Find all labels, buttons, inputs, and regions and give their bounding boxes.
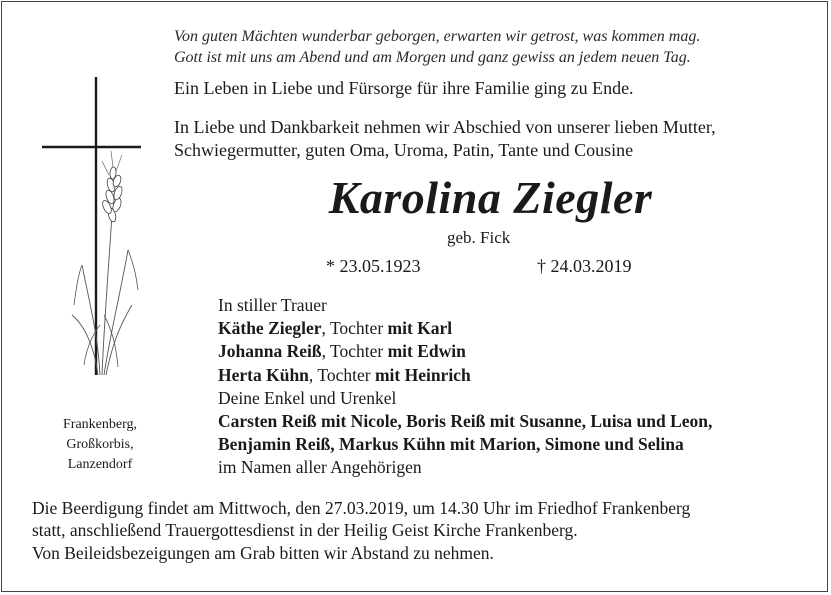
footer-line-3: Von Beileidsbezeigungen am Grab bitten wir Abstand zu nehmen. [32,542,494,563]
quote-line-1: Von guten Mächten wunderbar geborgen, erwarten wir getrost, was kommen mag. [174,28,701,45]
mourner-partner: mit Edwin [387,341,466,362]
mourner-name: Herta Kühn [218,364,309,385]
mourner-row [218,317,712,340]
birth-date: * 23.05.1923 [326,256,421,276]
mourners-closing: im Namen aller Angehörigen [218,457,422,478]
mourners-list [218,294,712,480]
mourner-relation: , Tochter [321,341,388,362]
mourner-name: Johanna Reiß [218,341,322,362]
maiden-name: geb. Fick [447,228,511,247]
cross-with-wheat-icon [38,75,148,415]
deceased-name: Karolina Ziegler [328,172,653,223]
mourners-heading: In stiller Trauer [218,295,327,315]
footer-line-1: Die Beerdigung findet am Mittwoch, den 27.03.2019, um 14.30 Uhr im Friedhof Frankenberg [32,498,691,518]
grandchildren-names-2: Benjamin Reiß, Markus Kühn mit Marion, Simone und Selina [218,434,684,455]
grandchildren-line-2 [218,433,712,456]
death-date: † 24.03.2019 [537,256,632,276]
quote [174,26,700,68]
place-line-2: Großkorbis, [66,437,134,452]
mourner-relation: , Tochter [308,364,375,385]
footer-line-2: statt, anschließend Trauergottesdienst in der Heilig Geist Kirche Frankenberg. [32,520,578,541]
intro-line-2: In Liebe und Dankbarkeit nehmen wir Abschied von unserer lieben Mutter, [174,117,716,137]
mourner-row [218,340,712,363]
mourner-partner: mit Karl [387,318,453,339]
grandchildren-label: Deine Enkel und Urenkel [218,387,397,408]
intro-line-1: Ein Leben in Liebe und Fürsorge für ihre Familie ging zu Ende. [174,78,634,98]
funeral-info [32,497,690,564]
grandchildren-line-1 [218,410,712,433]
quote-line-2: Gott ist mit uns am Abend und am Morgen und ganz gewiss an jedem neuen Tag. [174,49,691,66]
mourner-name: Käthe Ziegler [218,318,322,339]
intro-paragraph [174,116,716,162]
mourner-row [218,364,712,387]
place-line-1: Frankenberg, [63,417,137,432]
mourner-partner: mit Heinrich [374,364,471,385]
intro-line-3: Schwiegermutter, guten Oma, Uroma, Patin, Tante und Cousine [174,140,634,160]
place-line-3: Lanzendorf [67,457,133,472]
grandchildren-names-1: Carsten Reiß mit Nicole, Boris Reiß mit Susanne, Luisa und Leon, [218,411,713,432]
place-names [40,415,160,475]
mourner-relation: , Tochter [321,318,388,339]
